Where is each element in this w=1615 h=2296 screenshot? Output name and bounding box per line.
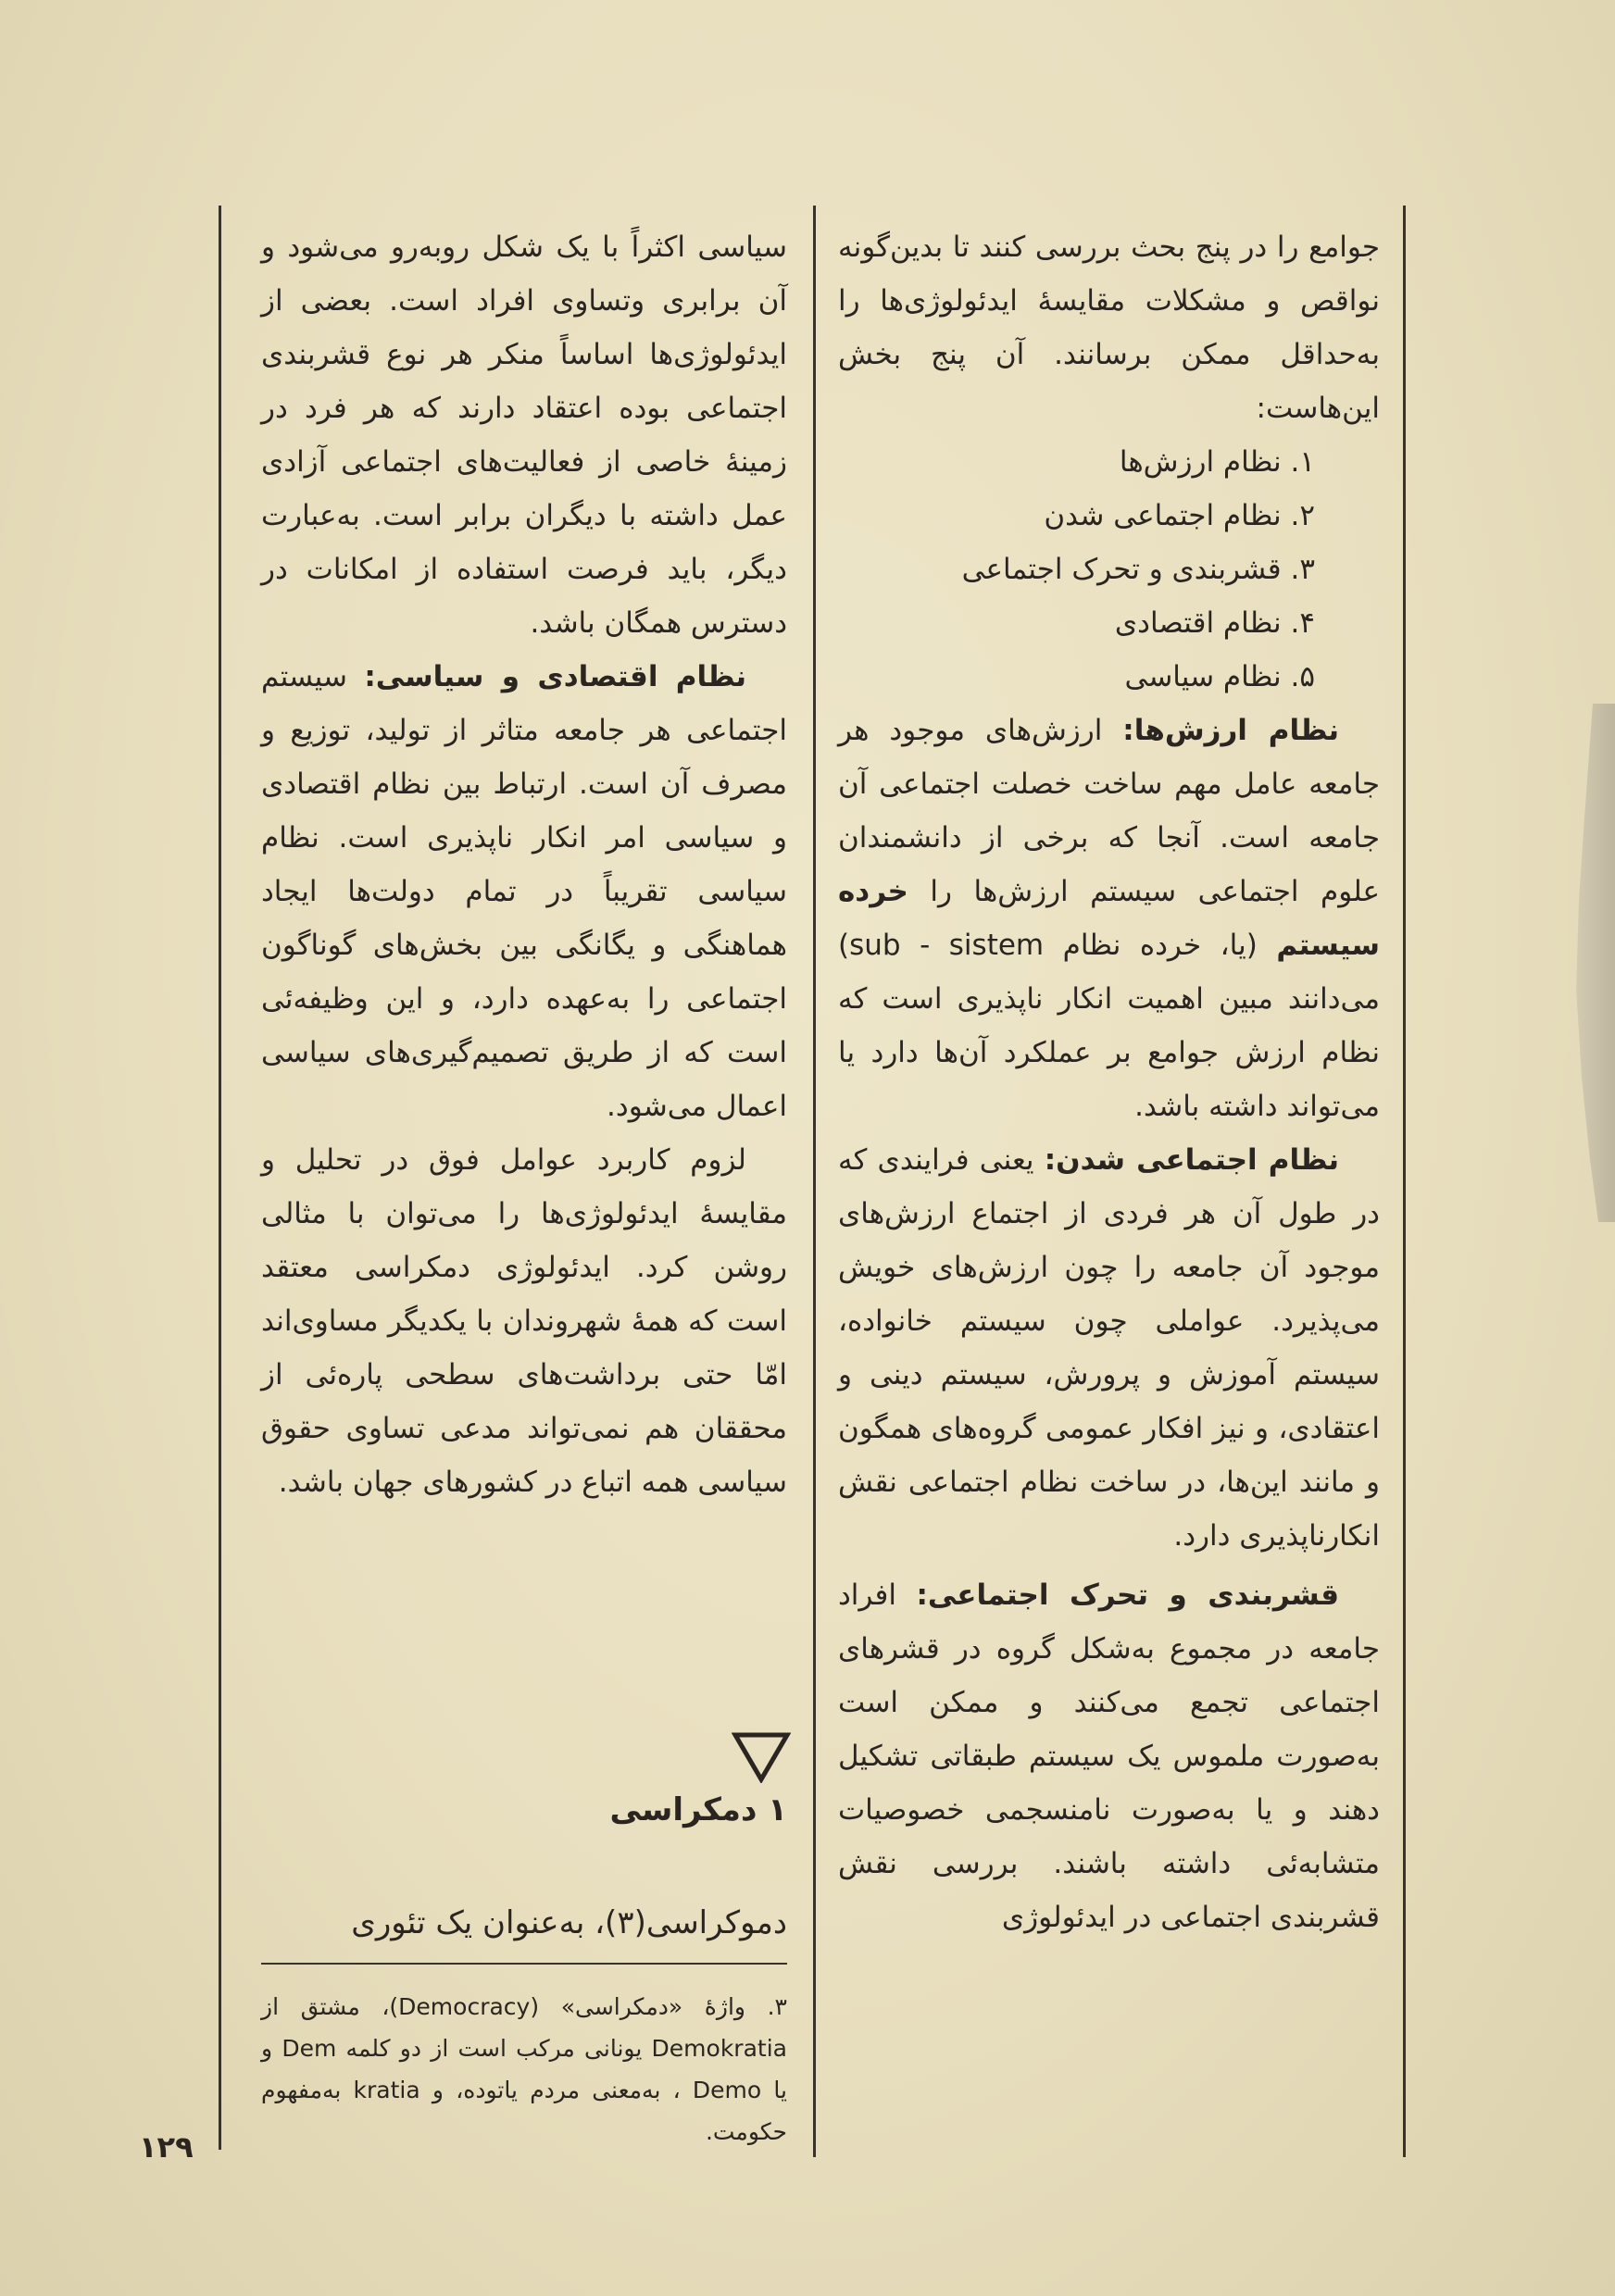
values-title: نظام ارزش‌ها: [1122, 714, 1339, 747]
list-item: ۵. نظام سیاسی [1124, 660, 1315, 693]
page-number: ۱۲۹ [139, 2129, 194, 2165]
left-border-rule [219, 206, 221, 2150]
stratification-body: افراد جامعه در مجموع به‌شکل گروه در قشرهای اجتماعی تجمع می‌کنند و ممکن است به‌صورت ملموس یک سیستم طبقاتی تشکیل دهند و یا به‌صورت نامنسجمی خصوصیات متشابه‌ئی داشته باشند. بررسی نقش قشربندی اجتماعی در ایدئولوژی [838, 1578, 1380, 1934]
equality-paragraph: سیاسی اکثراً با یک شکل روبه‌رو می‌شود و آن برابری وتساوی افراد است. بعضی از ایدئولوژی‌ها اساساً منکر هر نوع قشربندی اجتماعی بوده اعتقاد دارند که هر فرد در زمینهٔ خاصی از فعالیت‌های اجتماعی آزادی عمل داشته با دیگران برابر است. به‌عبارت دیگر، باید فرصت استفاده از امکانات در دسترس همگان باشد. [261, 231, 787, 640]
economic-political-body: سیستم اجتماعی هر جامعه متاثر از تولید، توزیع و مصرف آن است. ارتباط بین نظام اقتصادی و سیاسی امر انکار ناپذیری است. نظام سیاسی تقریباً در تمام دولت‌ها ایجاد هماهنگی و یگانگی بین بخش‌های گوناگون اجتماعی را به‌عهده دارد، و این وظیفه‌ئی است که از طریق تصمیم‌گیری‌های سیاسی اعمال می‌شود. [261, 660, 787, 1123]
list-item: ۴. نظام اقتصادی [1114, 606, 1315, 640]
intro-paragraph: جوامع را در پنج بحث بررسی کنند تا بدین‌گونه نواقص و مشکلات مقایسهٔ ایدئولوژی‌ها را به‌حداقل ممکن برسانند. آن پنج بخش این‌هاست: [838, 231, 1380, 425]
left-column [261, 220, 787, 1509]
right-column [838, 220, 1380, 1944]
footnote-text: ۳. واژهٔ «دمکراسی» (Democracy)، مشتق از Demokratia یونانی مرکب است از دو کلمه Dem و یا Demo ، به‌معنی مردم یاتوده، و kratia به‌مفهوم حکومت. [261, 1993, 788, 2145]
subsection-heading: دموکراسی(۳)، به‌عنوان یک تئوری [351, 1904, 787, 1941]
application-paragraph: لزوم کاربرد عوامل فوق در تحلیل و مقایسهٔ ایدئولوژی‌ها را می‌توان با مثالی روشن کرد. ایدئولوژی دمکراسی معتقد است که همهٔ شهروندان با یکدیگر مساوی‌اند امّا حتی برداشت‌های سطحی پاره‌ئی از محققان هم نمی‌تواند مدعی تساوی حقوق سیاسی همه اتباع در کشورهای جهان باشد. [261, 1143, 787, 1499]
center-rule [813, 206, 816, 2157]
list-item: ۳. قشربندی و تحرک اجتماعی [961, 553, 1315, 586]
values-body: ارزش‌های موجود هر جامعه عامل مهم ساخت خصلت اجتماعی آن جامعه است. آنجا که برخی از دانشمندان علوم اجتماعی سیستم ارزش‌ها را [838, 714, 1380, 908]
list-item: ۱. نظام ارزش‌ها [1119, 445, 1315, 479]
footnote [261, 1986, 787, 2152]
torn-edge [1559, 704, 1615, 1222]
list-item: ۲. نظام اجتماعی شدن [1044, 499, 1315, 532]
economic-political-paragraph [261, 650, 787, 1133]
triangle-marker-icon [732, 1731, 791, 1783]
right-border-rule [1403, 206, 1406, 2157]
economic-political-title: نظام اقتصادی و سیاسی: [364, 660, 746, 693]
stratification-paragraph [838, 1568, 1380, 1944]
values-tail: (یا، خرده نظام sub - sistem) می‌دانند مبین اهمیت انکار ناپذیری است که نظام ارزش جوامع بر عملکرد آن‌ها دارد یا می‌تواند داشته باشد. [838, 929, 1380, 1123]
footnote-separator [261, 1963, 787, 1965]
section-heading: ۱ دمکراسی [609, 1791, 787, 1828]
socialization-body: یعنی فرایندی که در طول آن هر فردی از اجتماع ارزش‌های موجود آن جامعه را چون ارزش‌های خویش می‌پذیرد. عواملی چون سیستم خانواده، سیستم آموزش و پرورش، سیستم دینی و اعتقادی، و نیز افکار عمومی گروه‌های همگون و مانند این‌ها، در ساخت نظام اجتماعی نقش انکارناپذیری دارد. [838, 1143, 1380, 1553]
socialization-paragraph [838, 1133, 1380, 1563]
stratification-title: قشربندی و تحرک اجتماعی: [916, 1578, 1339, 1612]
values-bold-term: خرده سیستم [838, 875, 1380, 962]
values-paragraph [838, 704, 1380, 1133]
socialization-title: نظام اجتماعی شدن: [1044, 1143, 1339, 1177]
